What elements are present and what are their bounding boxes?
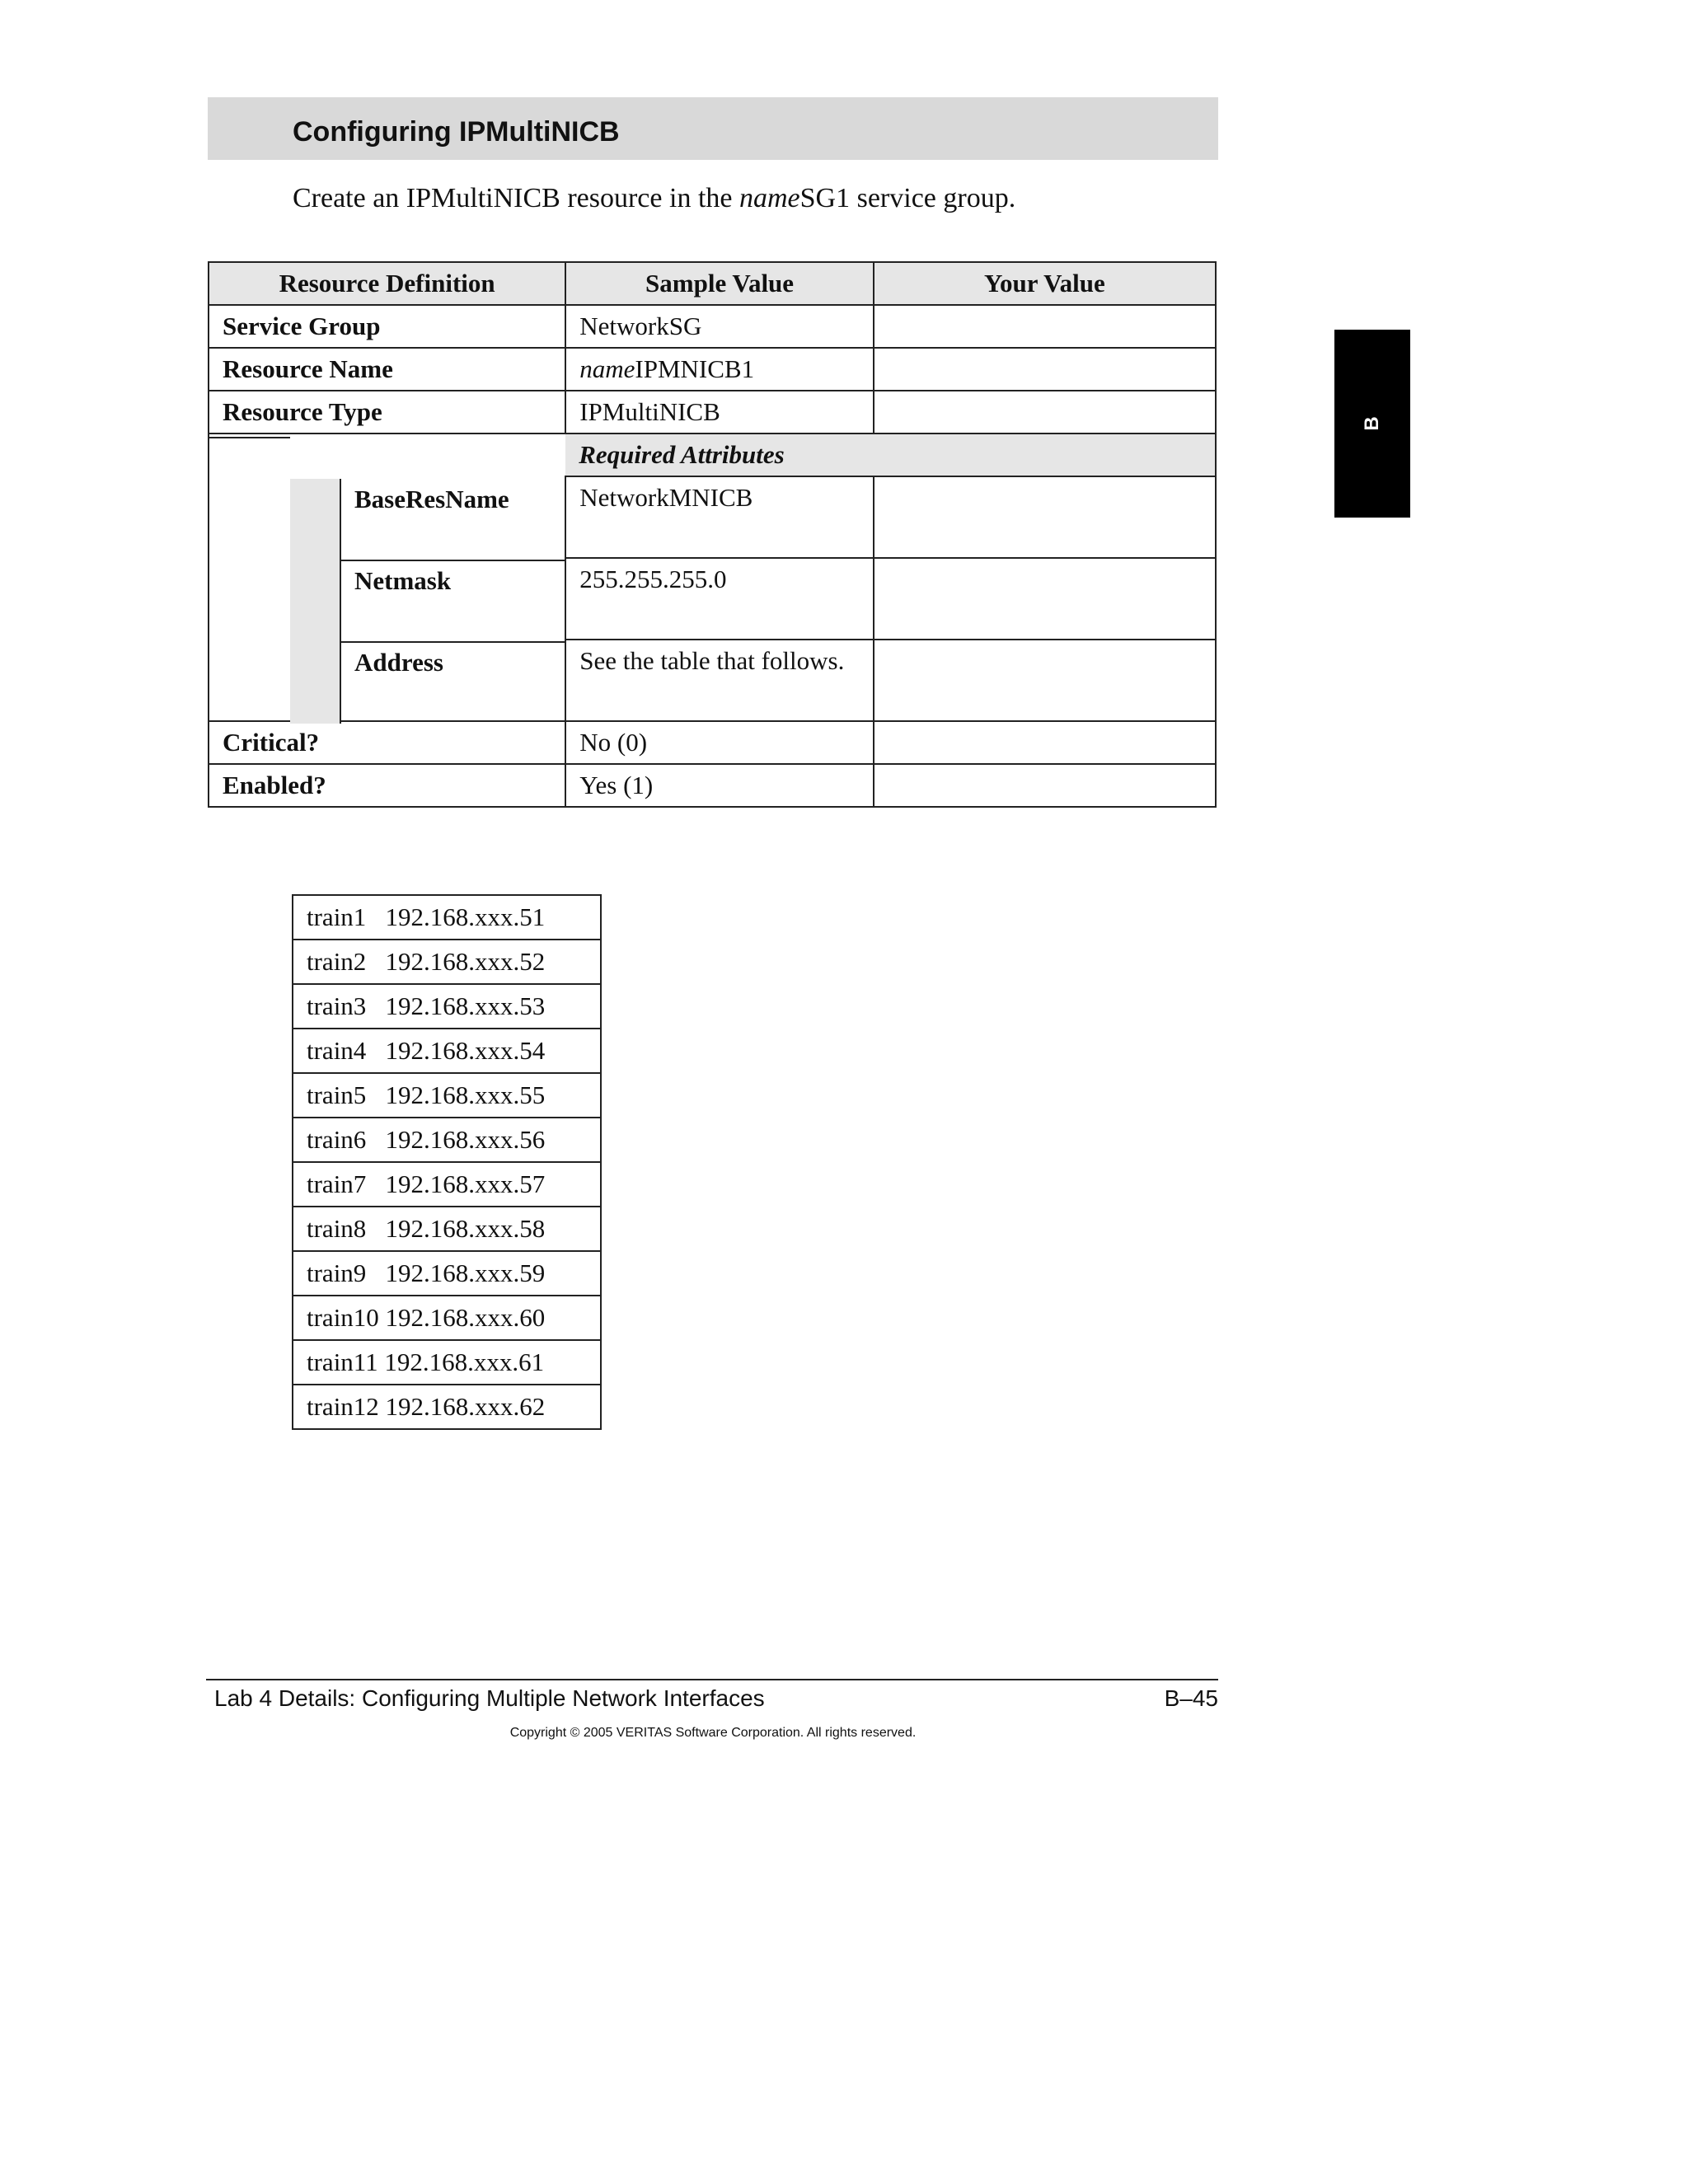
row-label: Resource Type [209,391,565,434]
table-row [293,1385,601,1429]
value-text: IPMNICB1 [635,354,755,383]
row-value [565,348,874,391]
train-address-table [292,894,602,1430]
train-cell: train11 192.168.xxx.61 [293,1340,601,1385]
table-row [293,1029,601,1073]
train-cell: train9 192.168.xxx.59 [293,1251,601,1296]
train-cell: train4 192.168.xxx.54 [293,1029,601,1073]
table-row [293,1073,601,1118]
table-row [209,721,1216,764]
attr-your-value [874,476,1216,558]
header-your-value: Your Value [874,262,1216,305]
table-row [209,391,1216,434]
table-row [209,764,1216,807]
header-sample-value: Sample Value [565,262,874,305]
table-row [293,1251,601,1296]
divider [340,479,341,724]
attr-value: 255.255.255.0 [565,558,874,640]
footer-page-number: B–45 [1164,1685,1218,1711]
attr-label: BaseResName [354,485,509,513]
attr-value: See the table that follows. [565,640,874,721]
footer-chapter-title: Lab 4 Details: Configuring Multiple Network Interfaces [214,1685,765,1711]
train-cell: train2 192.168.xxx.52 [293,940,601,984]
row-value: IPMultiNICB [565,391,874,434]
train-cell: train12 192.168.xxx.62 [293,1385,601,1429]
attribute-labels [290,479,565,724]
appendix-side-tab [1334,330,1410,518]
table-row [293,1118,601,1162]
row-label: Critical? [209,721,565,764]
row-your-value [874,721,1216,764]
table-row [293,1207,601,1251]
train-cell: train1 192.168.xxx.51 [293,895,601,940]
row-label: Resource Name [209,348,565,391]
row-your-value [874,348,1216,391]
row-value: NetworkSG [565,305,874,348]
table-row [293,940,601,984]
train-cell: train7 192.168.xxx.57 [293,1162,601,1207]
row-your-value [874,764,1216,807]
divider [208,437,290,438]
train-cell: train3 192.168.xxx.53 [293,984,601,1029]
copyright-notice: Copyright © 2005 VERITAS Software Corporation. All rights reserved. [509,1726,917,1740]
attr-your-value [874,558,1216,640]
footer-rule [206,1679,1218,1680]
train-cell: train5 192.168.xxx.55 [293,1073,601,1118]
side-tab-letter: B [1361,416,1383,431]
intro-before: Create an IPMultiNICB resource in the [293,183,739,213]
attr-label: Netmask [354,566,452,595]
row-label: Enabled? [209,764,565,807]
table-row [293,984,601,1029]
attribute-shade [290,479,340,724]
table-row [209,348,1216,391]
train-cell: train10 192.168.xxx.60 [293,1296,601,1340]
train-cell: train6 192.168.xxx.56 [293,1118,601,1162]
attr-your-value [874,640,1216,721]
table-row [293,1296,601,1340]
attr-value: NetworkMNICB [565,476,874,558]
section-title: Configuring IPMultiNICB [293,116,620,148]
header-resource-definition: Resource Definition [209,262,565,305]
value-italic: name [579,354,635,383]
intro-italic: name [738,183,800,213]
row-your-value [874,305,1216,348]
intro-text [293,178,1015,219]
train-cell: train8 192.168.xxx.58 [293,1207,601,1251]
table-row [293,895,601,940]
row-value: No (0) [565,721,874,764]
table-header-row [209,262,1216,305]
intro-after: SG1 service group. [799,183,1016,213]
table-row [293,1162,601,1207]
row-value: Yes (1) [565,764,874,807]
required-attributes-row [209,434,1216,476]
row-your-value [874,391,1216,434]
table-row [209,305,1216,348]
attr-label: Address [354,648,443,677]
required-attributes-heading: Required Attributes [565,434,1216,476]
row-label: Service Group [209,305,565,348]
table-row [293,1340,601,1385]
